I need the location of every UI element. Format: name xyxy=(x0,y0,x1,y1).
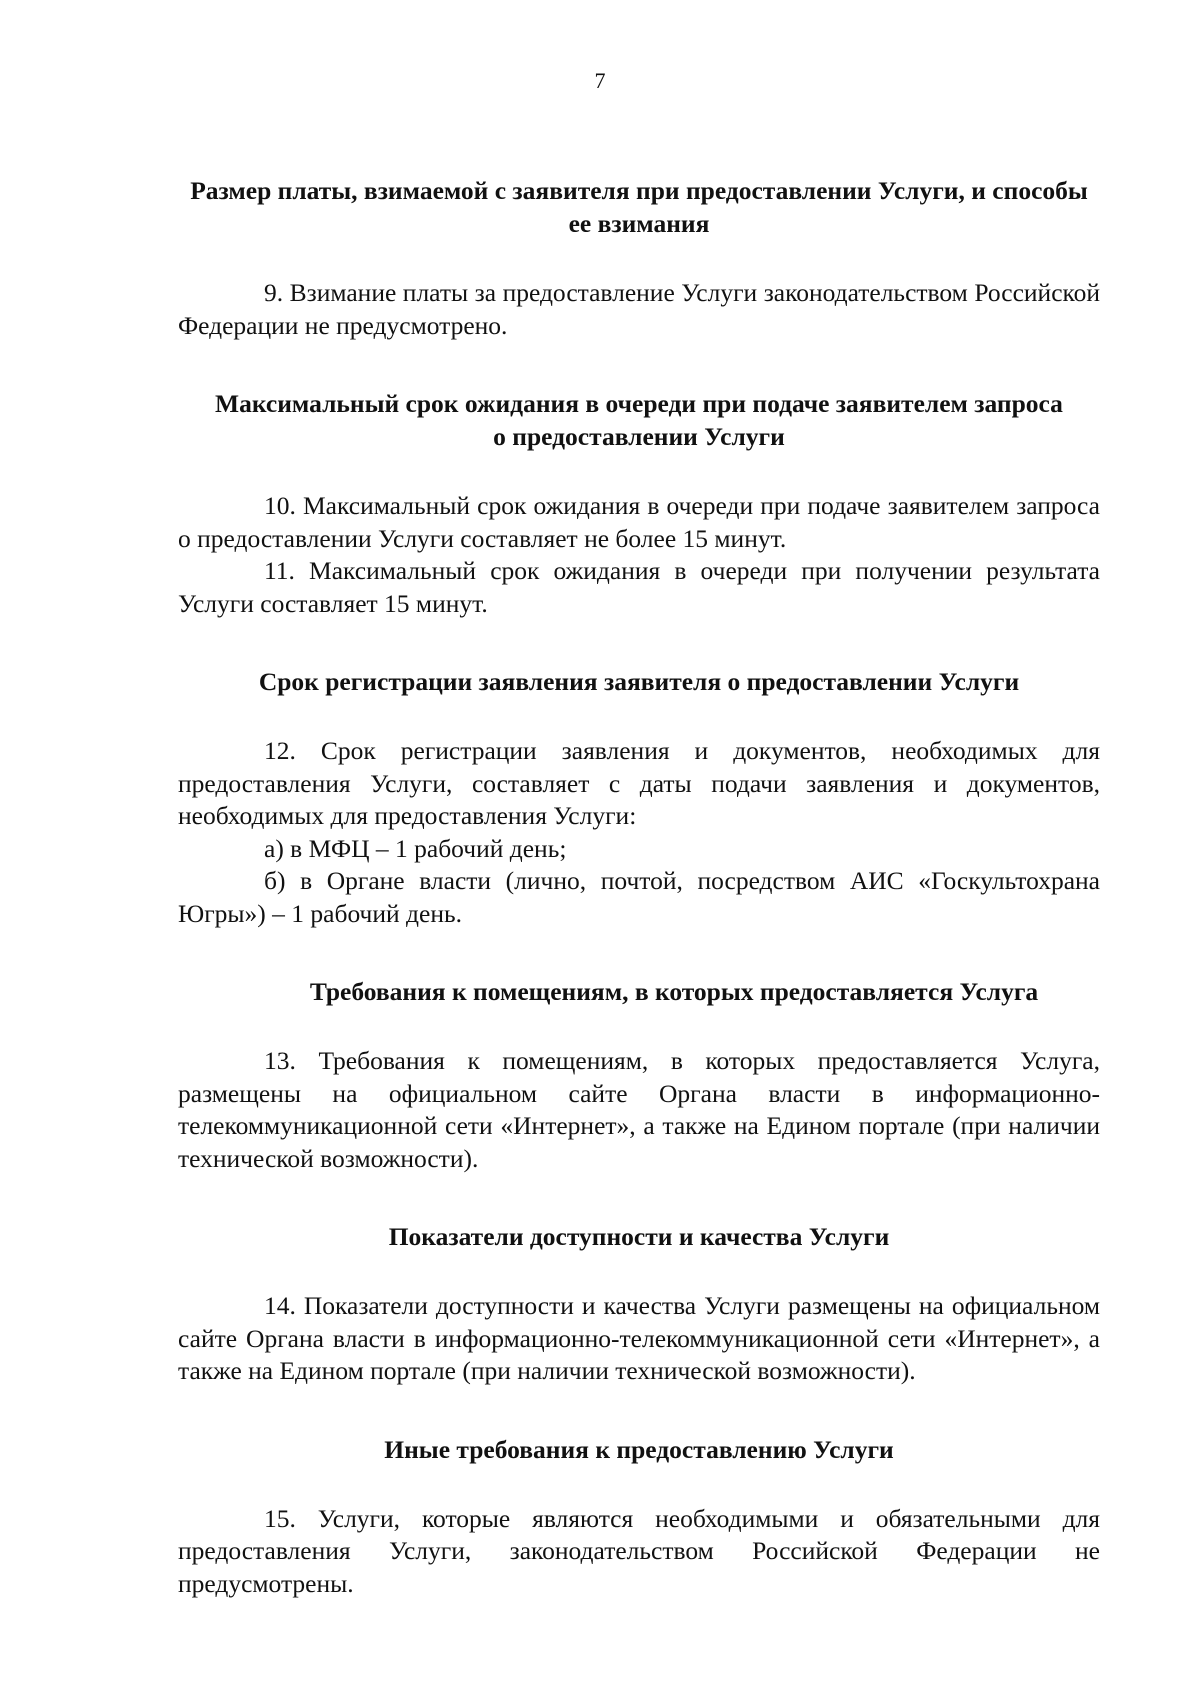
section-heading-registration: Срок регистрации заявления заявителя о предоставлении Услуги xyxy=(258,667,1020,696)
paragraph-11: 11. Максимальный срок ожидания в очереди при получении результата Услуги составляет 15 минут. xyxy=(178,556,1100,618)
section-heading-fee: Размер платы, взимаемой с заявителя при предоставлении Услуги, и способы ее взимания xyxy=(190,176,1088,238)
section-heading-queue-time: Максимальный срок ожидания в очереди при подаче заявителем запроса о предоставлении Услуги xyxy=(215,389,1063,451)
document-body xyxy=(178,174,1100,1600)
paragraph-13: 13. Требования к помещениям, в которых предоставляется Услуга, размещены на официальном сайте Органа власти в информационно-телекоммуникационной сети «Интернет», а также на Едином портале (при наличии технической возможности). xyxy=(178,1046,1100,1173)
paragraph-12: 12. Срок регистрации заявления и документов, необходимых для предоставления Услуги, составляет с даты подачи заявления и документов, необходимых для предоставления Услуги: xyxy=(178,736,1100,830)
paragraph-9: 9. Взимание платы за предоставление Услуги законодательством Российской Федерации не предусмотрено. xyxy=(178,278,1100,340)
paragraph-14: 14. Показатели доступности и качества Услуги размещены на официальном сайте Органа власти в информационно-телекоммуникационной сети «Интернет», а также на Едином портале (при наличии технической возможности). xyxy=(178,1291,1100,1385)
section-heading-accessibility: Показатели доступности и качества Услуги xyxy=(388,1222,890,1251)
page-number: 7 xyxy=(594,68,606,93)
section-heading-other-requirements: Иные требования к предоставлению Услуги xyxy=(384,1434,894,1464)
paragraph-12-item-b: б) в Органе власти (лично, почтой, посредством АИС «Госкультохрана Югры») – 1 рабочий день. xyxy=(178,866,1100,928)
paragraph-15: 15. Услуги, которые являются необходимыми и обязательными для предоставления Услуги, законодательством Российской Федерации не предусмотрены. xyxy=(178,1503,1100,1598)
paragraph-10: 10. Максимальный срок ожидания в очереди при подаче заявителем запроса о предоставлении Услуги составляет не более 15 минут. xyxy=(178,491,1100,553)
paragraph-12-item-a: а) в МФЦ – 1 рабочий день; xyxy=(264,833,567,863)
section-heading-premises: Требования к помещениям, в которых предоставляется Услуга xyxy=(309,977,1039,1006)
